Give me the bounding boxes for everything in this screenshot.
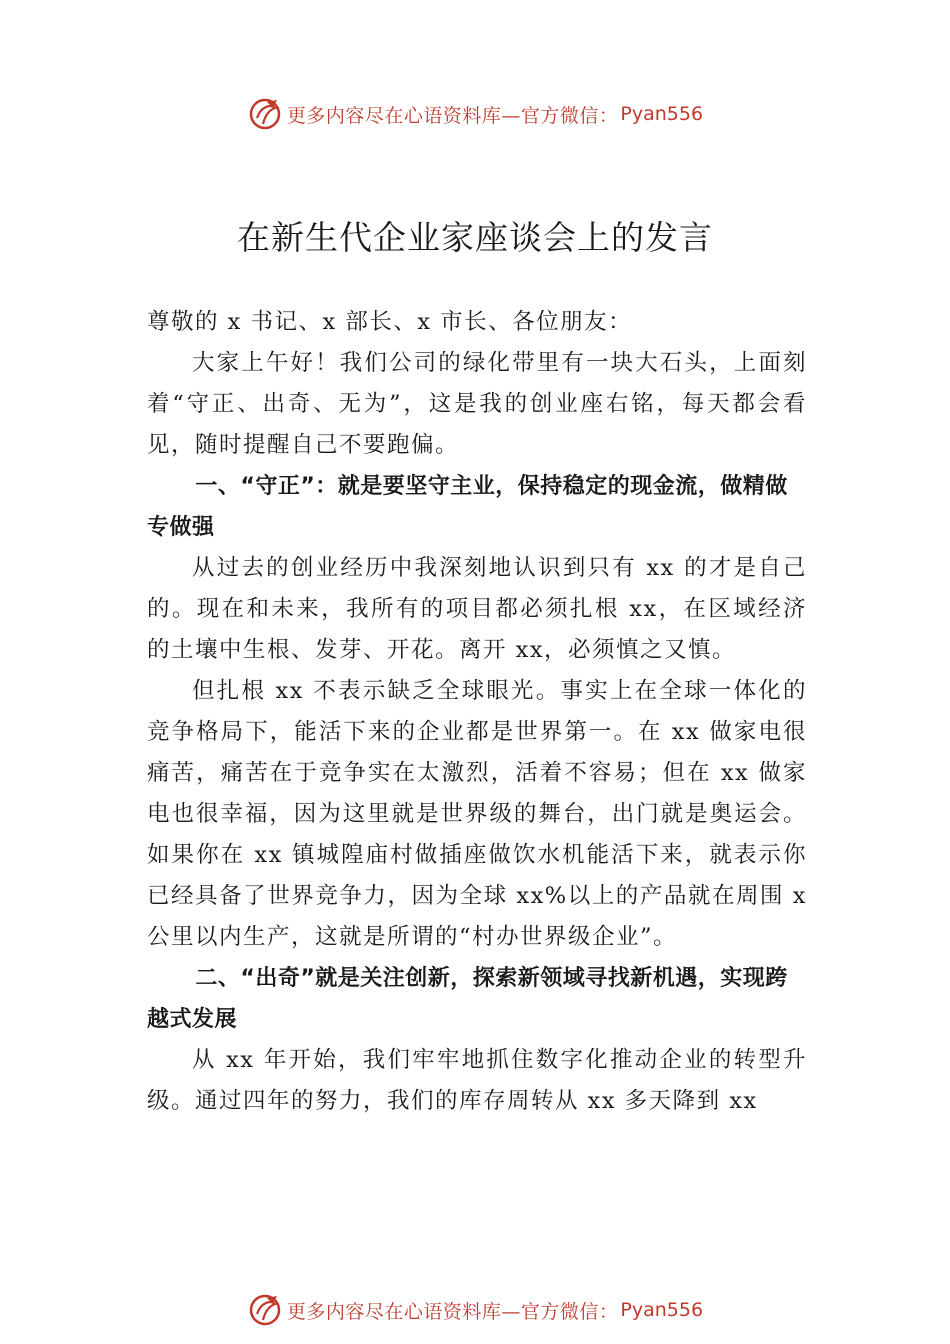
paragraph: 从过去的创业经历中我深刻地认识到只有 xx 的才是自己的。现在和未来，我所有的项目都必须扎根 xx，在区域经济的土壤中生根、发芽、开花。离开 xx，必须慎之又慎。: [147, 555, 807, 663]
paragraph: 但扎根 xx 不表示缺乏全球眼光。事实上在全球一体化的竞争格局下，能活下来的企业都是世界第一。在 xx 做家电很痛苦，痛苦在于竞争实在太激烈，活着不容易；但在 xx 做家电也很幸福，因为这里就是世界级的舞台，出门就是奥运会。如果你在 xx 镇城隍庙村做插座做饮水机能活下来，就表示你已经具备了世界竞争力，因为全球 xx%以上的产品就在周围 x 公里以内生产，这就是所谓的“村办世界级企业”。: [147, 678, 807, 950]
banner-text: 更多内容尽在心语资料库—官方微信：: [286, 104, 619, 127]
section-heading: 一、“守正”：就是要坚守主业，保持稳定的现金流，做精做专做强: [147, 474, 788, 540]
logo-icon: [247, 96, 283, 132]
document-title: 在新生代企业家座谈会上的发言: [237, 218, 713, 258]
logo-icon: [247, 1292, 283, 1328]
salutation: 尊敬的 x 书记、x 部长、x 市长、各位朋友：: [147, 309, 633, 335]
header-banner: [0, 94, 950, 134]
section-heading: 二、“出奇”就是关注创新，探索新领域寻找新机遇，实现跨越式发展: [147, 966, 788, 1032]
banner-text: 更多内容尽在心语资料库—官方微信：: [286, 1300, 619, 1323]
banner-wechat-id: Pyan556: [620, 1299, 704, 1321]
banner-wechat-id: Pyan556: [620, 103, 704, 125]
footer-banner: [0, 1290, 950, 1330]
paragraph: 从 xx 年开始，我们牢牢地抓住数字化推动企业的转型升级。通过四年的努力，我们的库存周转从 xx 多天降到 xx: [147, 1047, 807, 1114]
paragraph: 大家上午好！我们公司的绿化带里有一块大石头，上面刻着“守正、出奇、无为”，这是我的创业座右铭，每天都会看见，随时提醒自己不要跑偏。: [147, 350, 807, 458]
document-body: [147, 302, 807, 1122]
